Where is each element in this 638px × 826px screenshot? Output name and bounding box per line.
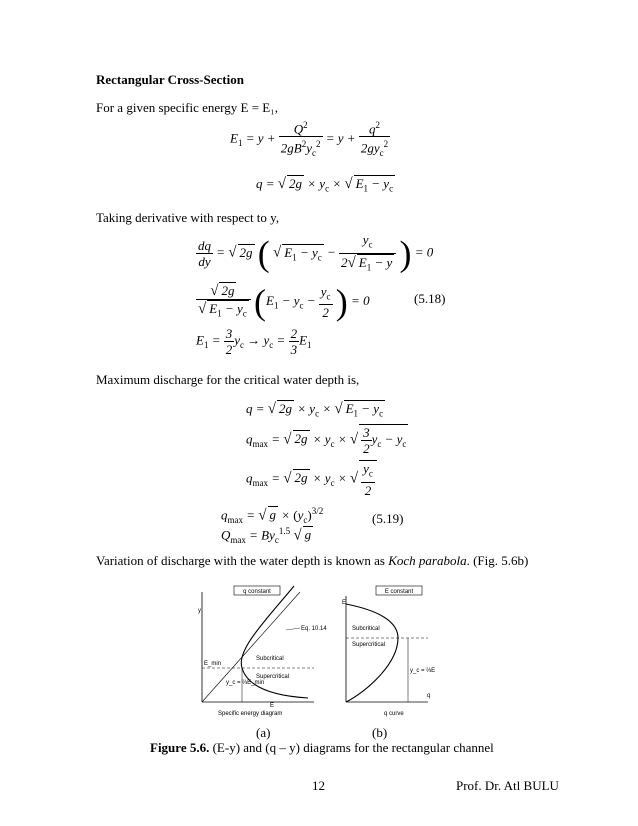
panel-a-specific-energy-diagram bbox=[198, 586, 327, 717]
figure-label-b: (b) bbox=[372, 725, 388, 740]
equation-discharge-repeat: q = √ $2g \times y_c$ × √ $E_1 - y_c$ bbox=[246, 401, 384, 419]
panel-a-title: q constant bbox=[243, 589, 271, 595]
equation-number-5-19: (5.19) bbox=[372, 511, 404, 526]
equation-critical-depth: $E_1$ = $\frac{3}{2}$ $y_c \to y_c$ = $\frac{2}{3}$ $E_1$ bbox=[196, 326, 312, 357]
page-number: 12 bbox=[312, 778, 325, 793]
panel-b-koch-parabola bbox=[346, 604, 398, 702]
variation-text bbox=[96, 553, 528, 569]
author-footer: Prof. Dr. Atl BULU bbox=[456, 778, 559, 793]
equation-qmax-2: $q_{max}$ = √ $2g \times y_c$ × √ $\frac{y_c}{2}$ bbox=[246, 460, 377, 498]
panel-a-emin-label: E_min bbox=[204, 661, 222, 667]
variation-prefix: Variation of discharge with the water depth is known as bbox=[96, 553, 389, 568]
figure-label-a: (a) bbox=[256, 725, 271, 740]
panel-b-supercritical-label: Supercritical bbox=[352, 642, 386, 648]
equation-5-18: $\frac{√ 2g}{√ E_1 - y_c}$ ($E_1 - y_c$ − $\frac{y_c}{2}$ ) = 0 bbox=[198, 281, 370, 322]
figure-caption-text: (E-y) and (q – y) diagrams for the rectangular channel bbox=[209, 740, 494, 755]
max-discharge-text: Maximum discharge for the critical water depth is, bbox=[96, 372, 360, 387]
panel-a-subcritical-label: Subcritical bbox=[256, 656, 284, 662]
panel-a-x-axis-label: E bbox=[270, 703, 275, 709]
variation-suffix: . (Fig. 5.6b) bbox=[466, 553, 529, 568]
panel-b-yc-label: y_c = ⅔E bbox=[410, 668, 436, 674]
panel-a-supercritical-label: Supercritical bbox=[256, 674, 290, 680]
equation-specific-energy: $E_1 = y$ + $\frac{Q^2}{2gB^2y_c^2}$ = y + $\frac{q^2}{2gy_c^2}$ bbox=[230, 118, 390, 161]
panel-b-y-axis-label: E bbox=[342, 600, 347, 606]
equation-number-5-18: (5.18) bbox=[414, 291, 446, 306]
figure-5-6 bbox=[196, 580, 446, 720]
panel-a-caption: Specific energy diagram bbox=[218, 711, 283, 717]
panel-a-eq-leader bbox=[286, 628, 300, 630]
equation-qmax-3: $q_{max}$ = √ $g \times (y_c)^{3/2}$ bbox=[221, 506, 324, 525]
derivative-text: Taking derivative with respect to y, bbox=[96, 210, 280, 225]
panel-b-x-axis-label: q bbox=[427, 693, 431, 699]
koch-parabola-term: Koch parabola bbox=[388, 553, 467, 568]
figure-caption bbox=[150, 740, 494, 756]
section-heading: Rectangular Cross-Section bbox=[96, 72, 244, 87]
equation-discharge: q = √ $2g \times y_c$ × √ $E_1 - y_c$ bbox=[256, 176, 394, 194]
panel-b-q-curve bbox=[342, 586, 435, 717]
intro-text: For a given specific energy E = E₁, bbox=[96, 100, 279, 115]
panel-b-caption: q curve bbox=[384, 711, 404, 717]
panel-a-eq-label: Eq. 10.14 bbox=[301, 626, 327, 632]
figure-caption-number: Figure 5.6. bbox=[150, 740, 210, 755]
equation-Qmax: $Q_{max} = By_c^{1.5}$ √ g bbox=[221, 526, 312, 545]
equation-derivative: $\frac{dq}{dy}$ = √ 2g ( √ $E_1 - y_c$ − $\frac{y_c}{2√ E_1 - y}$ ) = 0 bbox=[198, 232, 434, 274]
equation-qmax-1: $q_{max}$ = √ $2g \times y_c$ × √ $\frac{3}{2}$ $y_c - y_c$ bbox=[246, 425, 407, 456]
panel-b-title: E constant bbox=[384, 589, 414, 595]
panel-b-subcritical-label: Subcritical bbox=[352, 626, 380, 632]
panel-a-y-axis-label: y bbox=[198, 608, 201, 614]
panel-a-yc-label: y_c = ⅔E_min bbox=[226, 680, 265, 686]
